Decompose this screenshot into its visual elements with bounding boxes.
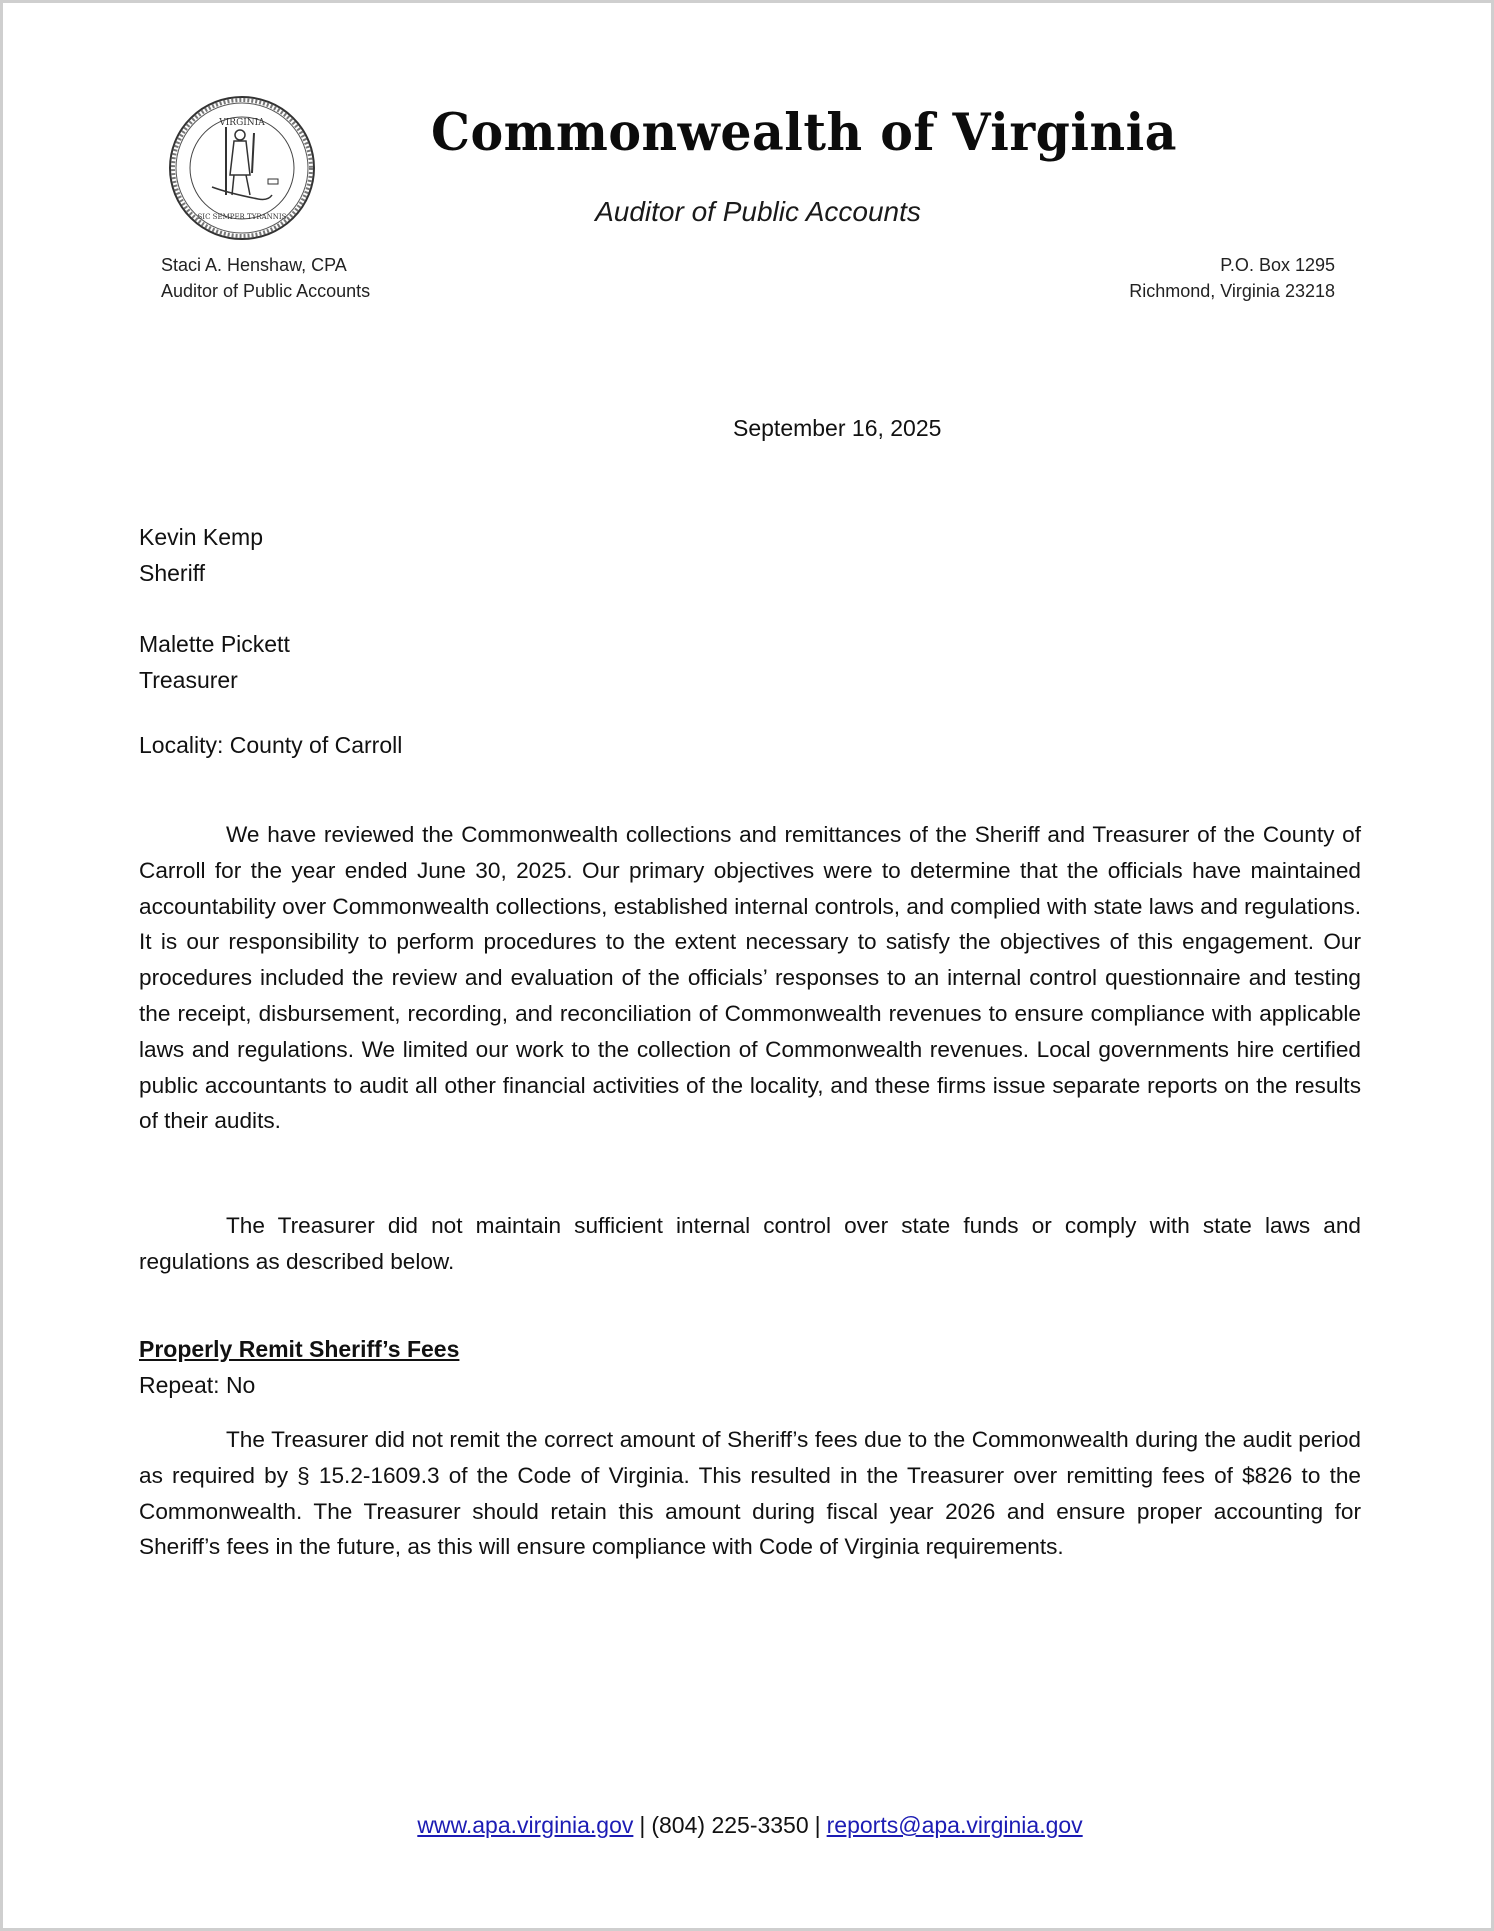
website-link[interactable]: www.apa.virginia.gov: [417, 1812, 634, 1838]
address-line-1: P.O. Box 1295: [1220, 255, 1335, 275]
letter-date: September 16, 2025: [733, 415, 942, 441]
recipient-treasurer: [139, 626, 290, 698]
footer: [3, 1812, 1494, 1839]
email-link[interactable]: reports@apa.virginia.gov: [826, 1812, 1083, 1838]
recipient-sheriff: [139, 519, 263, 591]
finding-text: The Treasurer did not remit the correct amount of Sheriff’s fees due to the Commonwealth during the audit period as required by § 15.2-1609.3 of the Code of Virginia. This resulted in the Treasurer over remitting fees of $826 to the Commonwealth. The Treasurer should retain this amount during fiscal year 2026 and ensure proper accounting for Sheriff’s fees in the future, as this will ensure compliance with Code of Virginia requirements.: [139, 1427, 1361, 1560]
paragraph-summary: The Treasurer did not maintain sufficient internal control over state funds or comply with state laws and regulations as described below.: [139, 1213, 1361, 1274]
letterhead-title: Commonwealth of Virginia: [431, 101, 1177, 163]
footer-separator: |: [639, 1812, 646, 1838]
recipient-title: Sheriff: [139, 560, 206, 586]
office-address: [1129, 252, 1335, 304]
locality: Locality: County of Carroll: [139, 732, 403, 758]
svg-text:SIC SEMPER TYRANNIS: SIC SEMPER TYRANNIS: [197, 213, 287, 221]
recipient-name: Kevin Kemp: [139, 524, 264, 550]
finding-repeat-status: Repeat: No: [139, 1372, 256, 1398]
auditor-name: Staci A. Henshaw, CPA: [161, 255, 347, 275]
letterhead-subtitle: Auditor of Public Accounts: [595, 196, 921, 227]
auditor-position: Auditor of Public Accounts: [161, 281, 371, 301]
recipient-name: Malette Pickett: [139, 631, 290, 657]
auditor-info: [161, 252, 370, 304]
footer-separator: |: [814, 1812, 821, 1838]
paragraph-scope: We have reviewed the Commonwealth collections and remittances of the Sheriff and Treasurer of the County of Carroll for the year ended June 30, 2025. Our primary objectives were to determine that the officials have maintained accountability over Commonwealth collections, established internal controls, and complied with state laws and regulations. It is our responsibility to perform procedures to the extent necessary to satisfy the objectives of this engagement. Our procedures included the review and evaluation of the officials’ responses to an internal control questionnaire and testing the receipt, disbursement, recording, and reconciliation of Commonwealth revenues to ensure compliance with applicable laws and regulations. We limited our work to the collection of Commonwealth revenues. Local governments hire certified public accountants to audit all other financial activities of the locality, and these firms issue separate reports on the results of their audits.: [139, 822, 1361, 1134]
finding-heading: Properly Remit Sheriff’s Fees: [139, 1336, 460, 1362]
phone-number: (804) 225-3350: [651, 1812, 809, 1838]
svg-text:VIRGINIA: VIRGINIA: [219, 118, 265, 128]
recipient-title: Treasurer: [139, 667, 238, 693]
virginia-seal-icon: [168, 95, 316, 241]
address-line-2: Richmond, Virginia 23218: [1129, 281, 1335, 301]
